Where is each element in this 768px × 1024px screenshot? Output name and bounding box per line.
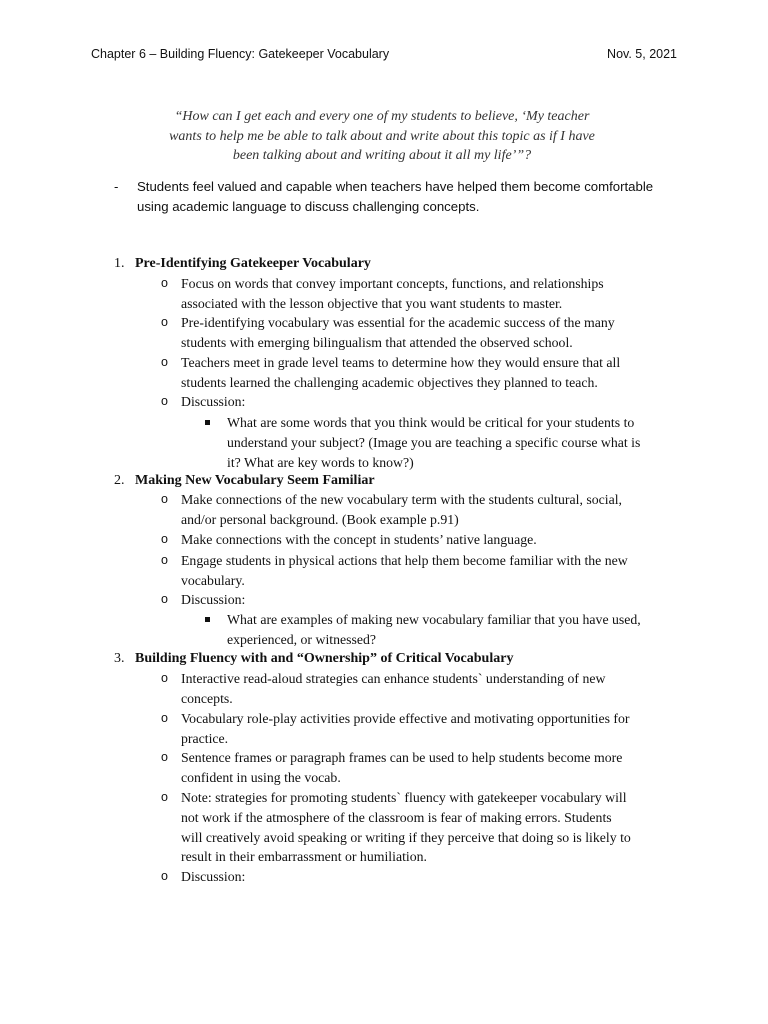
section-title: Pre-Identifying Gatekeeper Vocabulary: [135, 256, 371, 271]
list-item-line: Discussion:: [181, 394, 246, 409]
list-item-line: Make connections of the new vocabulary term with the students cultural, social,: [181, 492, 622, 507]
list-item: [181, 748, 622, 788]
question-line: What are examples of making new vocabulary familiar that you have used,: [227, 612, 641, 627]
list-item-line: Vocabulary role-play activities provide effective and motivating opportunities for: [181, 711, 630, 726]
circle-bullet: o: [161, 355, 168, 369]
dash-bullet: -: [114, 179, 119, 194]
list-item-line: Focus on words that convey important concepts, functions, and relationships: [181, 276, 604, 291]
page-header: [91, 47, 677, 61]
list-item: [181, 392, 245, 412]
square-bullet: [205, 420, 210, 425]
list-item: [181, 530, 537, 550]
circle-bullet: o: [161, 315, 168, 329]
list-item-line: and/or personal background. (Book example p.91): [181, 511, 459, 527]
quote-line: been talking about and writing about it all my life’”?: [232, 148, 532, 163]
intro-line: Students feel valued and capable when teachers have helped them become comfortable: [137, 179, 654, 194]
document-date: Nov. 5, 2021: [607, 47, 677, 61]
list-item: [181, 669, 605, 709]
list-item: [181, 490, 622, 530]
section-number: 2.: [114, 473, 125, 488]
list-item-line: associated with the lesson objective that you want students to master.: [181, 295, 563, 311]
list-item-line: Interactive read-aloud strategies can enhance students` understanding of new: [181, 671, 606, 686]
list-item-line: Engage students in physical actions that help them become familiar with the new: [181, 553, 628, 568]
intro-text: [137, 177, 682, 216]
list-item: [181, 313, 615, 353]
list-item-line: Note: strategies for promoting students` fluency with gatekeeper vocabulary will: [181, 790, 627, 805]
list-item-line: Teachers meet in grade level teams to determine how they would ensure that all: [181, 355, 621, 370]
discussion-question: [227, 413, 640, 472]
question-line: it? What are key words to know?): [227, 454, 414, 470]
question-line: understand your subject? (Image you are teaching a specific course what is: [227, 434, 641, 450]
list-item-line: confident in using the vocab.: [181, 769, 341, 785]
list-item-line: Make connections with the concept in students’ native language.: [181, 532, 537, 547]
circle-bullet: o: [161, 790, 168, 804]
circle-bullet: o: [161, 394, 168, 408]
list-item-line: result in their embarrassment or humiliation.: [181, 849, 427, 865]
intro-line: using academic language to discuss challenging concepts.: [137, 198, 480, 214]
quote-line: “How can I get each and every one of my students to believe, ‘My teacher: [174, 109, 590, 124]
circle-bullet: o: [161, 869, 168, 883]
question-line: What are some words that you think would be critical for your students to: [227, 415, 635, 430]
list-item-line: students with emerging bilingualism that attended the observed school.: [181, 334, 573, 350]
discussion-question: [227, 610, 641, 650]
circle-bullet: o: [161, 592, 168, 606]
question-line: experienced, or witnessed?: [227, 631, 377, 647]
list-item: [181, 709, 630, 749]
list-item-line: not work if the atmosphere of the classroom is fear of making errors. Students: [181, 809, 612, 825]
circle-bullet: o: [161, 532, 168, 546]
section-title: Making New Vocabulary Seem Familiar: [135, 473, 375, 488]
list-item: [181, 551, 628, 591]
list-item-line: Sentence frames or paragraph frames can be used to help students become more: [181, 750, 623, 765]
circle-bullet: o: [161, 276, 168, 290]
list-item-line: Discussion:: [181, 592, 246, 607]
section-title: Building Fluency with and “Ownership” of Critical Vocabulary: [135, 651, 514, 666]
list-item-line: students learned the challenging academic objectives they planned to teach.: [181, 374, 598, 390]
list-item: [181, 867, 245, 887]
circle-bullet: o: [161, 553, 168, 567]
section-number: 3.: [114, 651, 125, 666]
list-item: [181, 353, 620, 393]
list-item-line: will creatively avoid speaking or writing if they perceive that doing so is likely to: [181, 829, 631, 845]
list-item-line: vocabulary.: [181, 572, 245, 588]
circle-bullet: o: [161, 671, 168, 685]
opening-quote: [140, 107, 624, 166]
square-bullet: [205, 617, 210, 622]
list-item-line: Pre-identifying vocabulary was essential for the academic success of the many: [181, 315, 615, 330]
list-item-line: Discussion:: [181, 869, 246, 884]
quote-line: wants to help me be able to talk about and write about this topic as if I have: [169, 128, 595, 144]
list-item: [181, 788, 631, 867]
circle-bullet: o: [161, 750, 168, 764]
circle-bullet: o: [161, 492, 168, 506]
circle-bullet: o: [161, 711, 168, 725]
document-title: Chapter 6 – Building Fluency: Gatekeeper Vocabulary: [91, 47, 390, 61]
section-number: 1.: [114, 256, 125, 271]
list-item-line: practice.: [181, 730, 229, 746]
list-item: [181, 274, 604, 314]
list-item-line: concepts.: [181, 690, 233, 706]
list-item: [181, 590, 245, 610]
